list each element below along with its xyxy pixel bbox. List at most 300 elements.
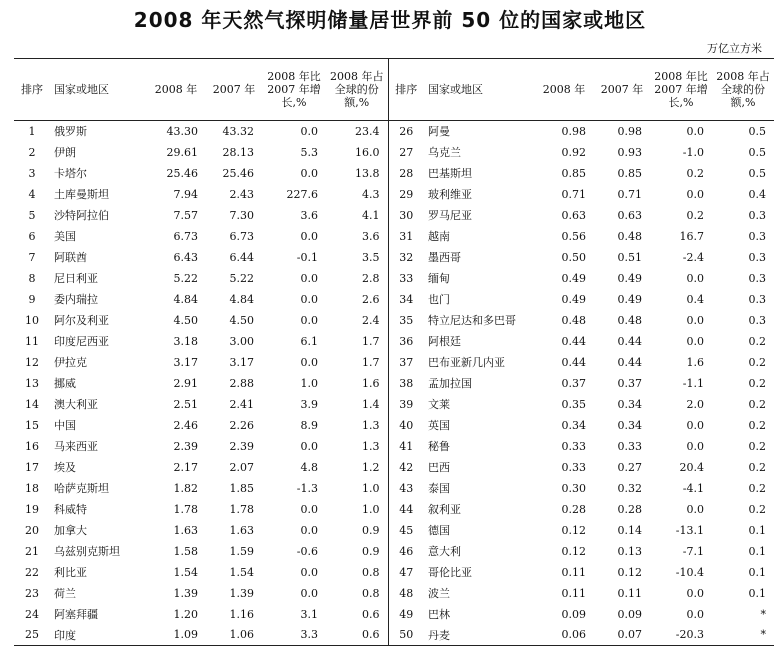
- reserve-2008-cell: 0.71: [561, 187, 586, 201]
- reserve-2008-cell: 2.91: [173, 376, 198, 390]
- header-share: 2008 年占全球的份额,%: [712, 59, 774, 121]
- growth-cell: -2.4: [682, 250, 704, 264]
- country-cell: 秘鲁: [428, 440, 450, 453]
- reserve-2008-cell: 0.48: [561, 313, 586, 327]
- reserve-2008-cell: 1.63: [173, 523, 198, 537]
- header-rank: 排序: [388, 59, 424, 121]
- rank-cell: 5: [28, 208, 36, 222]
- header-name: 国家或地区: [50, 59, 146, 121]
- share-cell: 0.2: [748, 397, 766, 411]
- reserve-2007-cell: 0.44: [617, 334, 642, 348]
- country-cell: 丹麦: [424, 625, 534, 646]
- reserve-2008-cell: 0.12: [561, 544, 586, 558]
- share-cell: 0.3: [748, 271, 766, 285]
- reserve-2008-cell: 0.35: [561, 397, 586, 411]
- reserve-2007-cell: 6.73: [229, 229, 254, 243]
- growth-cell: 8.9: [300, 418, 318, 432]
- table-row: [14, 520, 774, 541]
- reserve-2008-cell: 1.39: [173, 586, 198, 600]
- reserve-2008-cell: 0.85: [561, 166, 586, 180]
- growth-cell: -1.3: [296, 481, 318, 495]
- share-cell: 0.1: [748, 544, 766, 558]
- rank-cell: 14: [25, 397, 39, 411]
- country-cell: 阿塞拜疆: [54, 608, 98, 621]
- share-cell: 23.4: [326, 121, 388, 142]
- reserve-2007-cell: 7.30: [229, 208, 254, 222]
- reserve-2008-cell: 0.09: [561, 607, 586, 621]
- share-cell: 1.0: [326, 478, 388, 499]
- growth-cell: 0.0: [300, 439, 318, 453]
- rank-cell: 27: [399, 145, 414, 159]
- share-cell: 0.5: [748, 166, 766, 180]
- table-row: [14, 331, 774, 352]
- reserve-2008-cell: 0.56: [561, 229, 586, 243]
- country-cell: 文莱: [428, 398, 450, 411]
- header-2007: 2007 年: [206, 59, 262, 121]
- reserve-2008-cell: 0.37: [561, 376, 586, 390]
- rank-cell: 43: [399, 481, 414, 495]
- table-row: [14, 247, 774, 268]
- reserve-2008-cell: 1.54: [173, 565, 198, 579]
- growth-cell: 3.3: [262, 625, 326, 646]
- reserve-2007-cell: 2.88: [229, 376, 254, 390]
- rank-cell: 38: [399, 376, 414, 390]
- share-cell: 0.4: [748, 187, 766, 201]
- reserve-2008-cell: 6.73: [173, 229, 198, 243]
- table-row: [14, 289, 774, 310]
- table-header: [14, 59, 774, 121]
- share-cell: 0.9: [326, 520, 388, 541]
- table-row: [14, 184, 774, 205]
- growth-cell: 0.0: [300, 166, 318, 180]
- reserve-2008-cell: 0.49: [561, 271, 586, 285]
- share-cell: 0.3: [748, 292, 766, 306]
- growth-cell: 0.0: [300, 292, 318, 306]
- growth-cell: 0.0: [686, 334, 704, 348]
- reserve-2008-cell: 43.30: [166, 124, 198, 138]
- growth-cell: 0.0: [300, 565, 318, 579]
- reserve-2008-cell: 2.39: [173, 439, 198, 453]
- share-cell: 0.8: [326, 562, 388, 583]
- table-row: [14, 604, 774, 625]
- share-cell: 0.5: [748, 145, 766, 159]
- table-row: [14, 394, 774, 415]
- country-cell: 伊朗: [54, 146, 76, 159]
- country-cell: 尼日利亚: [54, 272, 98, 285]
- country-cell: 挪威: [54, 377, 76, 390]
- rank-cell: 32: [399, 250, 414, 264]
- share-cell: 1.3: [326, 436, 388, 457]
- growth-cell: 0.0: [686, 502, 704, 516]
- growth-cell: -0.6: [296, 544, 318, 558]
- rank-cell: 13: [25, 376, 39, 390]
- reserve-2008-cell: 4.84: [173, 292, 198, 306]
- rank-cell: 2: [28, 145, 36, 159]
- reserve-2007-cell: 0.37: [617, 376, 642, 390]
- reserve-2007-cell: 0.27: [617, 460, 642, 474]
- reserve-2007-cell: 0.48: [617, 229, 642, 243]
- reserve-2007-cell: 1.59: [229, 544, 254, 558]
- country-cell: 越南: [428, 230, 450, 243]
- rank-cell: 12: [25, 355, 39, 369]
- unit-label: 万亿立方米: [707, 42, 762, 55]
- country-cell: 加拿大: [54, 524, 87, 537]
- country-cell: 巴基斯坦: [428, 167, 472, 180]
- country-cell: 科威特: [54, 503, 87, 516]
- reserve-2007-cell: 0.34: [617, 397, 642, 411]
- reserve-2007-cell: 0.49: [617, 271, 642, 285]
- share-cell: 1.7: [326, 352, 388, 373]
- growth-cell: 0.0: [686, 271, 704, 285]
- country-cell: 埃及: [54, 461, 76, 474]
- reserve-2008-cell: 1.58: [173, 544, 198, 558]
- rank-cell: 49: [399, 607, 414, 621]
- share-cell: 0.1: [748, 523, 766, 537]
- country-cell: 利比亚: [54, 566, 87, 579]
- country-cell: 乌兹别克斯坦: [54, 545, 120, 558]
- reserve-2008-cell: 0.44: [561, 334, 586, 348]
- rank-cell: 4: [28, 187, 36, 201]
- country-cell: 玻利维亚: [428, 188, 472, 201]
- share-cell: 0.3: [748, 208, 766, 222]
- reserve-2008-cell: 1.20: [173, 607, 198, 621]
- header-row: [14, 59, 774, 121]
- share-cell: 0.1: [748, 565, 766, 579]
- reserve-2007-cell: 0.28: [617, 502, 642, 516]
- country-cell: 泰国: [428, 482, 450, 495]
- reserve-2007-cell: 0.71: [617, 187, 642, 201]
- share-cell: 16.0: [326, 142, 388, 163]
- header-rank: 排序: [14, 59, 50, 121]
- reserve-2007-cell: 3.00: [229, 334, 254, 348]
- share-cell: 2.4: [326, 310, 388, 331]
- table-row: [14, 625, 774, 646]
- growth-cell: 0.0: [300, 502, 318, 516]
- rank-cell: 6: [28, 229, 36, 243]
- reserves-table: [14, 58, 774, 646]
- rank-cell: 21: [25, 544, 39, 558]
- reserve-2008-cell: 29.61: [166, 145, 198, 159]
- reserve-2007-cell: 0.44: [617, 355, 642, 369]
- growth-cell: 0.0: [300, 586, 318, 600]
- country-cell: 哈萨克斯坦: [54, 482, 109, 495]
- rank-cell: 31: [399, 229, 414, 243]
- reserve-2008-cell: 0.98: [561, 124, 586, 138]
- growth-cell: -20.3: [650, 625, 712, 646]
- country-cell: 也门: [428, 293, 450, 306]
- country-cell: 英国: [428, 419, 450, 432]
- rank-cell: 17: [25, 460, 39, 474]
- rank-cell: 28: [399, 166, 414, 180]
- rank-cell: 22: [25, 565, 39, 579]
- reserve-2008-cell: 0.11: [561, 586, 586, 600]
- rank-cell: 30: [399, 208, 414, 222]
- table-row: [14, 268, 774, 289]
- rank-cell: 35: [399, 313, 414, 327]
- table-row: [14, 499, 774, 520]
- country-cell: 马来西亚: [54, 440, 98, 453]
- growth-cell: -1.1: [682, 376, 704, 390]
- growth-cell: -0.1: [296, 250, 318, 264]
- reserve-2008-cell: 0.06: [534, 625, 594, 646]
- reserve-2008-cell: 0.11: [561, 565, 586, 579]
- header-growth: 2008 年比 2007 年增长,%: [650, 59, 712, 121]
- reserve-2008-cell: 0.49: [561, 292, 586, 306]
- header-name: 国家或地区: [424, 59, 534, 121]
- country-cell: 阿尔及利亚: [54, 314, 109, 327]
- country-cell: 巴林: [428, 608, 450, 621]
- reserve-2008-cell: 0.30: [561, 481, 586, 495]
- growth-cell: 227.6: [286, 187, 318, 201]
- reserve-2007-cell: 0.49: [617, 292, 642, 306]
- reserve-2007-cell: 1.63: [229, 523, 254, 537]
- share-cell: 0.9: [326, 541, 388, 562]
- reserve-2008-cell: 0.12: [561, 523, 586, 537]
- rank-cell: 25: [14, 625, 50, 646]
- country-cell: 阿联酋: [54, 251, 87, 264]
- country-cell: 乌克兰: [428, 146, 461, 159]
- growth-cell: 0.0: [300, 229, 318, 243]
- rank-cell: 50: [388, 625, 424, 646]
- share-cell: 4.3: [326, 184, 388, 205]
- growth-cell: 0.0: [300, 124, 318, 138]
- rank-cell: 34: [399, 292, 414, 306]
- rank-cell: 7: [28, 250, 36, 264]
- share-cell: 0.2: [748, 376, 766, 390]
- country-cell: 中国: [54, 419, 76, 432]
- reserve-2007-cell: 28.13: [222, 145, 254, 159]
- reserve-2007-cell: 1.39: [229, 586, 254, 600]
- rank-cell: 39: [399, 397, 414, 411]
- reserve-2007-cell: 2.26: [229, 418, 254, 432]
- growth-cell: 16.7: [679, 229, 704, 243]
- country-cell: 伊拉克: [54, 356, 87, 369]
- growth-cell: 2.0: [686, 397, 704, 411]
- share-cell: 0.6: [326, 604, 388, 625]
- table-row: [14, 436, 774, 457]
- reserve-2007-cell: 43.32: [222, 124, 254, 138]
- rank-cell: 16: [25, 439, 39, 453]
- share-cell: 0.3: [748, 313, 766, 327]
- growth-cell: 5.3: [300, 145, 318, 159]
- growth-cell: 0.0: [300, 523, 318, 537]
- growth-cell: 0.0: [300, 271, 318, 285]
- reserve-2008-cell: 0.44: [561, 355, 586, 369]
- reserve-2007-cell: 1.78: [229, 502, 254, 516]
- country-cell: 荷兰: [54, 587, 76, 600]
- share-cell: 0.3: [748, 229, 766, 243]
- rank-cell: 1: [28, 124, 36, 138]
- growth-cell: 0.0: [686, 313, 704, 327]
- growth-cell: 0.0: [686, 607, 704, 621]
- reserve-2008-cell: 1.82: [173, 481, 198, 495]
- reserve-2008-cell: 0.28: [561, 502, 586, 516]
- share-cell: 0.6: [326, 625, 388, 646]
- country-cell: 巴布亚新几内亚: [428, 356, 505, 369]
- share-cell: 1.6: [326, 373, 388, 394]
- reserve-2007-cell: 2.41: [229, 397, 254, 411]
- country-cell: 波兰: [428, 587, 450, 600]
- country-cell: 美国: [54, 230, 76, 243]
- reserve-2008-cell: 2.51: [173, 397, 198, 411]
- country-cell: 叙利亚: [428, 503, 461, 516]
- share-cell: 0.2: [748, 439, 766, 453]
- growth-cell: 0.2: [686, 208, 704, 222]
- country-cell: 印度: [50, 625, 146, 646]
- table-row: [14, 163, 774, 184]
- reserve-2007-cell: 2.07: [229, 460, 254, 474]
- reserve-2007-cell: 0.85: [617, 166, 642, 180]
- reserve-2007-cell: 1.54: [229, 565, 254, 579]
- country-cell: 德国: [428, 524, 450, 537]
- country-cell: 巴西: [428, 461, 450, 474]
- growth-cell: 20.4: [679, 460, 704, 474]
- rank-cell: 33: [399, 271, 414, 285]
- share-cell: 2.8: [326, 268, 388, 289]
- reserve-2007-cell: 1.85: [229, 481, 254, 495]
- reserve-2008-cell: 0.92: [561, 145, 586, 159]
- growth-cell: 0.2: [686, 166, 704, 180]
- reserve-2007-cell: 2.39: [229, 439, 254, 453]
- reserve-2007-cell: 1.16: [229, 607, 254, 621]
- share-cell: 1.7: [326, 331, 388, 352]
- growth-cell: 0.0: [300, 313, 318, 327]
- reserve-2008-cell: 4.50: [173, 313, 198, 327]
- reserve-2008-cell: 6.43: [173, 250, 198, 264]
- reserve-2008-cell: 7.57: [173, 208, 198, 222]
- reserve-2007-cell: 0.13: [617, 544, 642, 558]
- growth-cell: 0.0: [686, 418, 704, 432]
- country-cell: 阿曼: [428, 125, 450, 139]
- share-cell: 0.2: [748, 355, 766, 369]
- table-body: [14, 121, 774, 646]
- reserve-2008-cell: 1.09: [146, 625, 206, 646]
- share-cell: *: [760, 607, 766, 621]
- rank-cell: 11: [25, 334, 39, 348]
- share-cell: 3.6: [326, 226, 388, 247]
- reserve-2007-cell: 0.07: [594, 625, 650, 646]
- reserve-2007-cell: 0.32: [617, 481, 642, 495]
- growth-cell: 1.6: [686, 355, 704, 369]
- reserve-2007-cell: 2.43: [229, 187, 254, 201]
- header-2008: 2008 年: [534, 59, 594, 121]
- share-cell: 0.2: [748, 334, 766, 348]
- table-row: [14, 352, 774, 373]
- share-cell: 0.2: [748, 502, 766, 516]
- growth-cell: 0.0: [686, 439, 704, 453]
- reserve-2008-cell: 25.46: [166, 166, 198, 180]
- share-cell: 1.4: [326, 394, 388, 415]
- share-cell: 0.2: [748, 481, 766, 495]
- reserve-2007-cell: 0.11: [617, 586, 642, 600]
- reserve-2008-cell: 0.50: [561, 250, 586, 264]
- header-2008: 2008 年: [146, 59, 206, 121]
- rank-cell: 46: [399, 544, 414, 558]
- reserve-2007-cell: 0.34: [617, 418, 642, 432]
- table-row: [14, 583, 774, 604]
- table-row: [14, 373, 774, 394]
- reserve-2007-cell: 0.09: [617, 607, 642, 621]
- reserve-2007-cell: 0.98: [617, 124, 642, 138]
- rank-cell: 26: [399, 124, 414, 138]
- rank-cell: 36: [399, 334, 414, 348]
- share-cell: 0.2: [748, 460, 766, 474]
- reserve-2007-cell: 0.93: [617, 145, 642, 159]
- header-2007: 2007 年: [594, 59, 650, 121]
- reserve-2007-cell: 4.50: [229, 313, 254, 327]
- share-cell: 0.5: [748, 124, 766, 138]
- share-cell: 0.8: [326, 583, 388, 604]
- country-cell: 俄罗斯: [54, 125, 87, 139]
- table-row: [14, 541, 774, 562]
- growth-cell: 4.8: [300, 460, 318, 474]
- reserve-2007-cell: 1.06: [206, 625, 262, 646]
- growth-cell: -1.0: [682, 145, 704, 159]
- reserve-2008-cell: 2.46: [173, 418, 198, 432]
- reserve-2007-cell: 0.63: [617, 208, 642, 222]
- reserve-2008-cell: 3.18: [173, 334, 198, 348]
- rank-cell: 15: [25, 418, 39, 432]
- reserve-2007-cell: 4.84: [229, 292, 254, 306]
- reserve-2007-cell: 0.51: [617, 250, 642, 264]
- country-cell: 澳大利亚: [54, 398, 98, 411]
- rank-cell: 20: [25, 523, 39, 537]
- rank-cell: 41: [399, 439, 414, 453]
- rank-cell: 44: [399, 502, 414, 516]
- rank-cell: 42: [399, 460, 414, 474]
- rank-cell: 3: [28, 166, 36, 180]
- country-cell: 特立尼达和多巴哥: [428, 314, 516, 327]
- rank-cell: 48: [399, 586, 414, 600]
- country-cell: 哥伦比亚: [428, 566, 472, 579]
- share-cell: 4.1: [326, 205, 388, 226]
- rank-cell: 45: [399, 523, 414, 537]
- reserve-2008-cell: 7.94: [173, 187, 198, 201]
- rank-cell: 40: [399, 418, 414, 432]
- rank-cell: 47: [399, 565, 414, 579]
- country-cell: 罗马尼亚: [428, 209, 472, 222]
- country-cell: 沙特阿拉伯: [54, 209, 109, 222]
- reserve-2007-cell: 3.17: [229, 355, 254, 369]
- growth-cell: -10.4: [675, 565, 704, 579]
- growth-cell: 3.9: [300, 397, 318, 411]
- country-cell: 意大利: [428, 545, 461, 558]
- reserve-2007-cell: 0.12: [617, 565, 642, 579]
- reserve-2008-cell: 0.34: [561, 418, 586, 432]
- country-cell: 委内瑞拉: [54, 293, 98, 306]
- share-cell: 1.3: [326, 415, 388, 436]
- growth-cell: 0.0: [300, 355, 318, 369]
- reserve-2007-cell: 0.14: [617, 523, 642, 537]
- reserve-2008-cell: 0.63: [561, 208, 586, 222]
- table-row: [14, 457, 774, 478]
- table-row: [14, 562, 774, 583]
- country-cell: 印度尼西亚: [54, 335, 109, 348]
- page-title: 2008 年天然气探明储量居世界前 50 位的国家或地区: [133, 8, 647, 32]
- country-cell: 孟加拉国: [428, 377, 472, 390]
- rank-cell: 24: [25, 607, 39, 621]
- share-cell: 1.0: [326, 499, 388, 520]
- share-cell: 3.5: [326, 247, 388, 268]
- rank-cell: 29: [399, 187, 414, 201]
- rank-cell: 9: [28, 292, 36, 306]
- growth-cell: 0.0: [686, 586, 704, 600]
- country-cell: 阿根廷: [428, 335, 461, 348]
- share-cell: 13.8: [326, 163, 388, 184]
- reserve-2008-cell: 1.78: [173, 502, 198, 516]
- rank-cell: 8: [28, 271, 36, 285]
- reserve-2007-cell: 0.48: [617, 313, 642, 327]
